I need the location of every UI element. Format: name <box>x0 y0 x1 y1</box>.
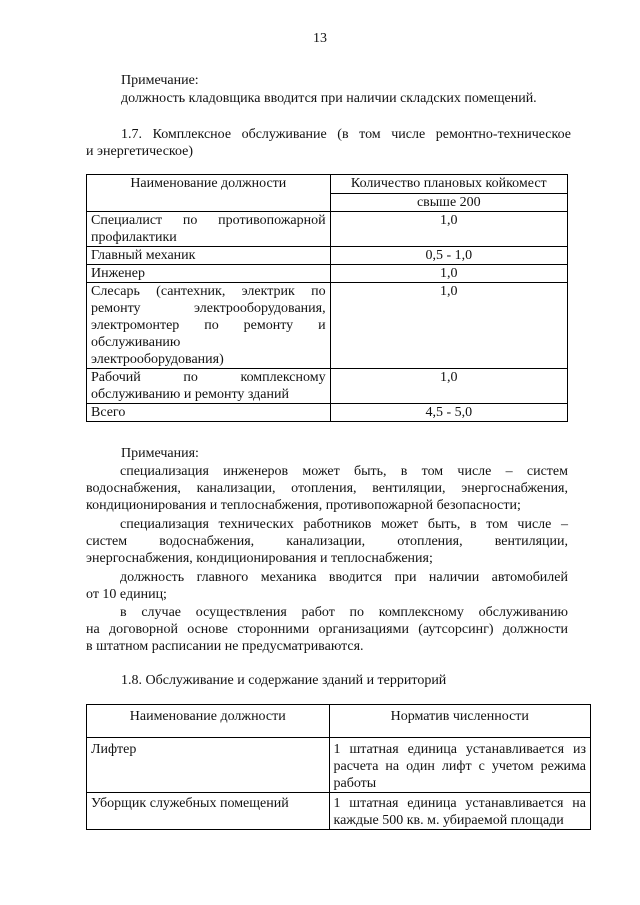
position-cell <box>87 247 331 265</box>
norm-cell <box>329 738 591 793</box>
col-header-position: Наименование должности <box>87 175 331 212</box>
section-heading-1-8: 1.8. Обслуживание и содержание зданий и территорий <box>121 673 447 688</box>
position-cell: Уборщик служебных помещений <box>87 793 330 830</box>
staffing-table-1-7 <box>86 174 568 422</box>
section-heading-1-7: 1.7. Комплексное обслуживание (в том числе ремонтно-техническое <box>121 127 571 142</box>
position-cell <box>87 265 331 283</box>
cell-line: Главный механик <box>91 248 196 263</box>
note-line: в случае осуществления работ по комплексному обслуживанию <box>120 605 568 620</box>
position-cell: Лифтер <box>87 738 330 793</box>
position-cell <box>87 212 331 247</box>
note-paragraph-1 <box>86 463 568 514</box>
value-cell: 1,0 <box>330 212 567 247</box>
page-number: 13 <box>313 31 327 46</box>
note-line: на договорной основе сторонними организациями (аутсорсинг) должности <box>86 622 568 637</box>
note-line: в штатном расписании не предусматриваются. <box>86 639 364 654</box>
cell-line: Рабочий по комплексному <box>91 370 326 385</box>
cell-line: Инженер <box>91 266 146 281</box>
table-total-row <box>87 404 568 422</box>
note-line: энергоснабжения, кондиционирования и теплоснабжения; <box>86 551 433 566</box>
note-line: от 10 единиц; <box>86 587 167 602</box>
value-cell: 0,5 - 1,0 <box>330 247 567 265</box>
note-paragraph-3 <box>86 569 568 603</box>
note-line: должность главного механика вводится при наличии автомобилей <box>120 570 568 585</box>
note-title: Примечание: <box>121 73 199 88</box>
col-header-position: Наименование должности <box>87 705 330 738</box>
col-header-beds: Количество плановых койкомест <box>330 175 567 194</box>
table-row <box>87 212 568 247</box>
table-header-row <box>87 705 591 738</box>
staffing-table-1-8 <box>86 704 591 830</box>
position-cell <box>87 283 331 369</box>
table-row <box>87 369 568 404</box>
note-line: кондиционирования и теплоснабжения, противопожарной безопасности; <box>86 498 521 513</box>
cell-line: Слесарь (сантехник, электрик по <box>91 284 326 299</box>
position-cell <box>87 369 331 404</box>
cell-line: обслуживанию и ремонту зданий <box>91 387 289 402</box>
cell-line: расчета на один лифт с учетом режима <box>333 759 586 774</box>
table-row <box>87 265 568 283</box>
table-row <box>87 283 568 369</box>
note-line: водоснабжения, канализации, отопления, вентиляции, энергоснабжения, <box>86 481 568 496</box>
cell-line: работы <box>333 776 377 791</box>
cell-line: ремонту электрооборудования, <box>91 301 326 316</box>
total-label-cell <box>87 404 331 422</box>
value-cell: 1,0 <box>330 369 567 404</box>
table-row <box>87 247 568 265</box>
cell-line: обслуживанию <box>91 335 181 350</box>
cell-line: профилактики <box>91 230 177 245</box>
note-text: должность кладовщика вводится при наличии складских помещений. <box>121 91 537 106</box>
cell-line: электрооборудования) <box>91 352 224 367</box>
note-paragraph-4 <box>86 604 568 655</box>
cell-line: электромонтер по ремонту и <box>91 318 326 333</box>
norm-cell <box>329 793 591 830</box>
cell-line: 1 штатная единица устанавливается на <box>333 796 586 811</box>
notes-title: Примечания: <box>121 446 199 461</box>
cell-line: Всего <box>91 405 126 420</box>
cell-line: каждые 500 кв. м. убираемой площади <box>333 813 564 828</box>
note-line: специализация инженеров может быть, в том числе – систем <box>120 464 568 479</box>
cell-line: 1 штатная единица устанавливается из <box>333 742 586 757</box>
value-cell: 1,0 <box>330 283 567 369</box>
note-line: специализация технических работников может быть, в том числе – <box>120 517 568 532</box>
table-header-row <box>87 175 568 194</box>
section-heading-1-7-cont: и энергетическое) <box>86 144 194 159</box>
table-row <box>87 793 591 830</box>
col-subheader-over-200: свыше 200 <box>330 193 567 212</box>
table-row <box>87 738 591 793</box>
note-line: систем водоснабжения, канализации, отопления, вентиляции, <box>86 534 568 549</box>
note-paragraph-2 <box>86 516 568 567</box>
value-cell: 1,0 <box>330 265 567 283</box>
col-header-norm: Норматив численности <box>329 705 591 738</box>
cell-line: Специалист по противопожарной <box>91 213 326 228</box>
total-value-cell: 4,5 - 5,0 <box>330 404 567 422</box>
